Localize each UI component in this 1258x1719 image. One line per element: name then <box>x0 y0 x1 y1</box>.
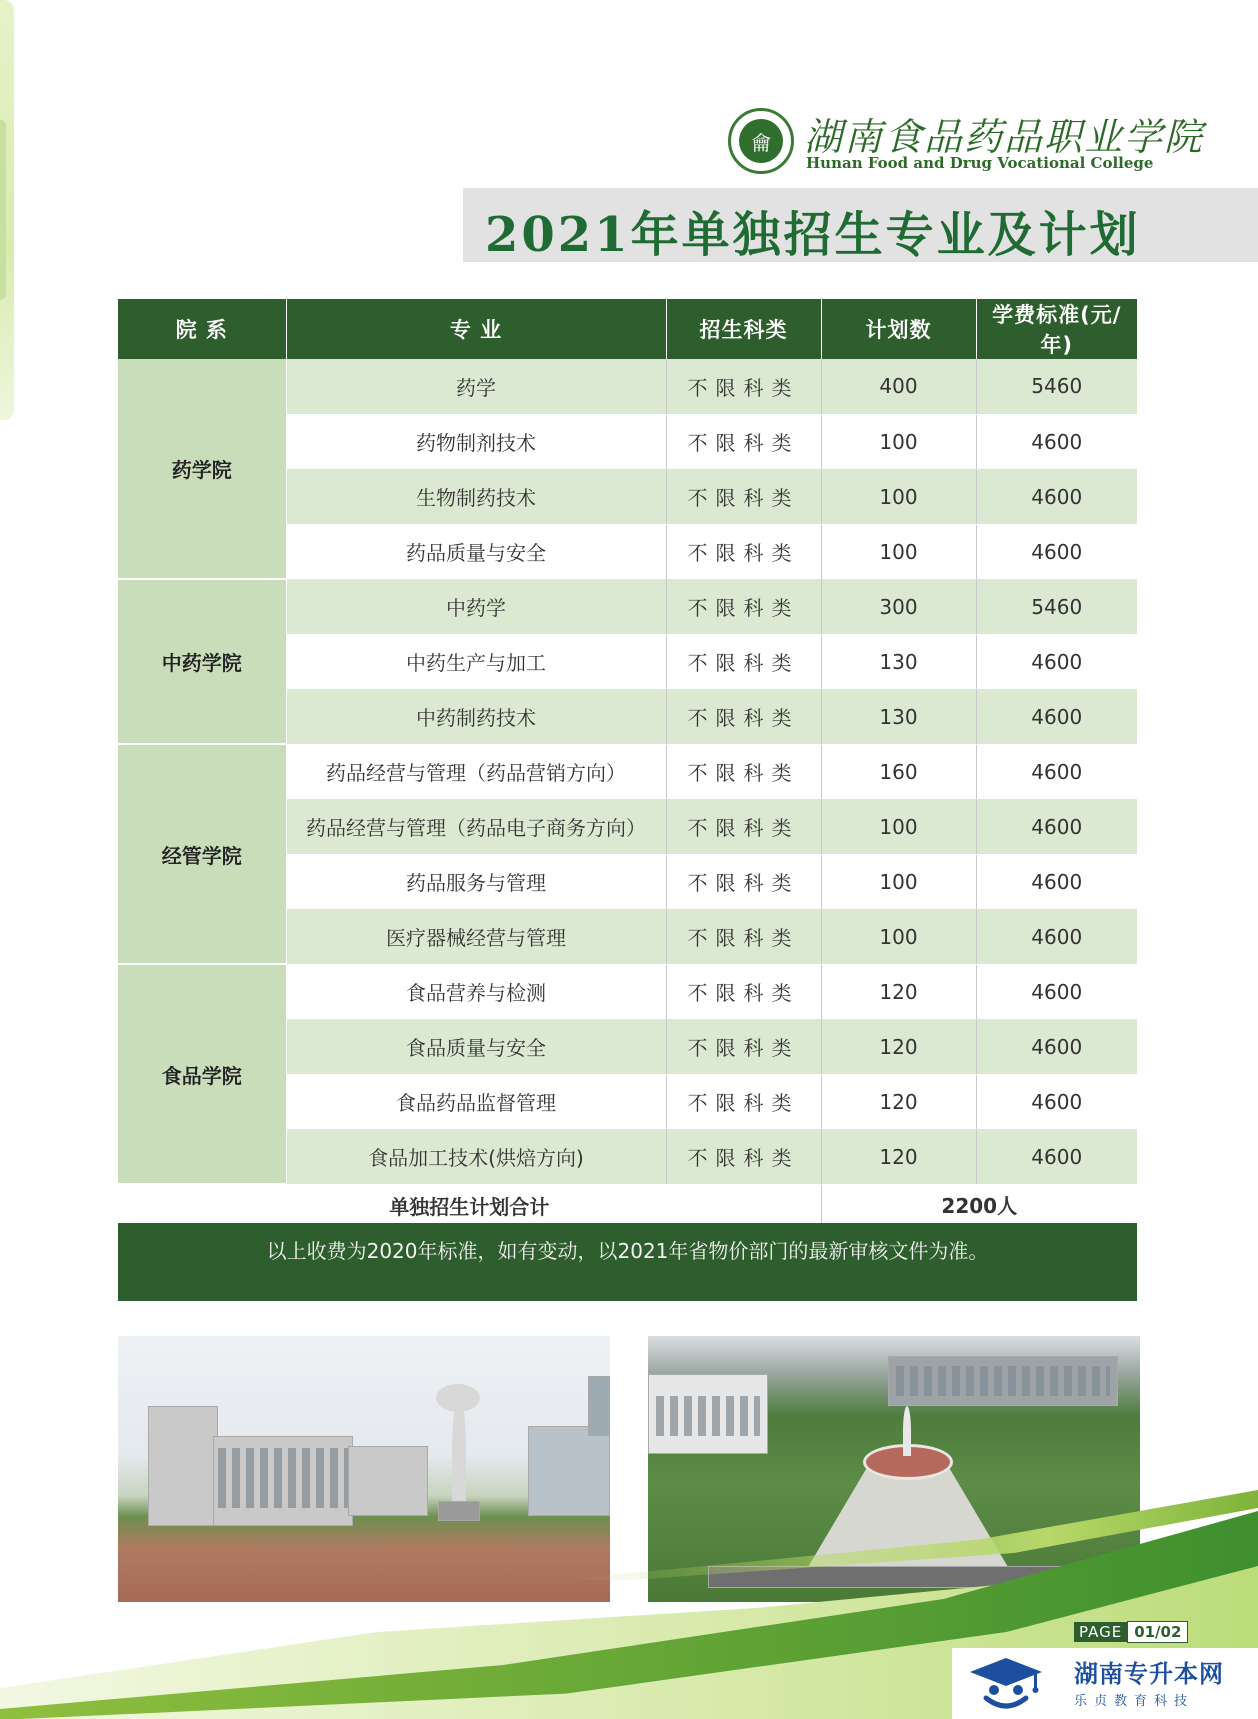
column-header: 招生科类 <box>666 299 821 359</box>
college-header <box>724 104 1205 180</box>
plan-cell: 160 <box>821 744 976 799</box>
fee-cell: 4600 <box>976 689 1137 744</box>
plan-cell: 100 <box>821 799 976 854</box>
category-cell: 不限科类 <box>666 524 821 579</box>
major-cell: 中药学 <box>286 579 666 634</box>
page-indicator <box>1074 1620 1188 1644</box>
category-cell: 不限科类 <box>666 689 821 744</box>
category-cell: 不限科类 <box>666 469 821 524</box>
plan-cell: 130 <box>821 634 976 689</box>
category-cell: 不限科类 <box>666 909 821 964</box>
brand-subtitle: 乐贞教育科技 <box>1074 1694 1195 1709</box>
total-row <box>118 1184 1137 1225</box>
category-cell: 不限科类 <box>666 964 821 1019</box>
fee-cell: 4600 <box>976 854 1137 909</box>
left-decoration-strip <box>0 0 14 420</box>
enrollment-plan-table <box>118 299 1137 1225</box>
fee-cell: 4600 <box>976 744 1137 799</box>
department-cell: 药学院 <box>118 359 286 579</box>
category-cell: 不限科类 <box>666 359 821 414</box>
graduation-cap-logo-icon <box>964 1652 1048 1714</box>
department-cell: 食品学院 <box>118 964 286 1184</box>
plan-cell: 120 <box>821 1074 976 1129</box>
category-cell: 不限科类 <box>666 799 821 854</box>
category-cell: 不限科类 <box>666 414 821 469</box>
total-label: 单独招生计划合计 <box>118 1184 821 1225</box>
plan-cell: 120 <box>821 964 976 1019</box>
fee-cell: 4600 <box>976 414 1137 469</box>
column-header: 计划数 <box>821 299 976 359</box>
table-row <box>118 579 1137 634</box>
major-cell: 中药生产与加工 <box>286 634 666 689</box>
brand-name: 湖南专升本网 <box>1074 1660 1224 1688</box>
major-cell: 生物制药技术 <box>286 469 666 524</box>
table-header-row <box>118 299 1137 359</box>
table-row <box>118 964 1137 1019</box>
fee-cell: 4600 <box>976 1074 1137 1129</box>
column-header: 专 业 <box>286 299 666 359</box>
plan-cell: 100 <box>821 524 976 579</box>
fee-cell: 5460 <box>976 359 1137 414</box>
major-cell: 食品药品监督管理 <box>286 1074 666 1129</box>
fee-note: 以上收费为2020年标准，如有变动，以2021年省物价部门的最新审核文件为准。 <box>118 1223 1137 1301</box>
category-cell: 不限科类 <box>666 1019 821 1074</box>
major-cell: 药物制剂技术 <box>286 414 666 469</box>
page-number: 01/02 <box>1127 1621 1188 1643</box>
fee-cell: 5460 <box>976 579 1137 634</box>
major-cell: 药品质量与安全 <box>286 524 666 579</box>
plan-cell: 120 <box>821 1129 976 1184</box>
fee-cell: 4600 <box>976 524 1137 579</box>
fee-cell: 4600 <box>976 1019 1137 1074</box>
category-cell: 不限科类 <box>666 744 821 799</box>
department-cell: 经管学院 <box>118 744 286 964</box>
plan-cell: 400 <box>821 359 976 414</box>
table-row <box>118 744 1137 799</box>
category-cell: 不限科类 <box>666 634 821 689</box>
plan-cell: 130 <box>821 689 976 744</box>
column-header: 学费标准(元/年) <box>976 299 1137 359</box>
category-cell: 不限科类 <box>666 1074 821 1129</box>
major-cell: 中药制药技术 <box>286 689 666 744</box>
fee-cell: 4600 <box>976 799 1137 854</box>
campus-photo-left <box>118 1336 610 1602</box>
fee-cell: 4600 <box>976 909 1137 964</box>
plan-cell: 100 <box>821 854 976 909</box>
college-name-en: Hunan Food and Drug Vocational College <box>806 154 1154 172</box>
category-cell: 不限科类 <box>666 579 821 634</box>
college-seal-icon: 龠 <box>728 108 794 174</box>
major-cell: 药学 <box>286 359 666 414</box>
column-header: 院 系 <box>118 299 286 359</box>
plan-cell: 300 <box>821 579 976 634</box>
major-cell: 食品质量与安全 <box>286 1019 666 1074</box>
total-value: 2200人 <box>821 1184 1137 1225</box>
fee-cell: 4600 <box>976 964 1137 1019</box>
category-cell: 不限科类 <box>666 854 821 909</box>
category-cell: 不限科类 <box>666 1129 821 1184</box>
title-bar <box>463 188 1258 262</box>
fee-cell: 4600 <box>976 1129 1137 1184</box>
department-cell: 中药学院 <box>118 579 286 744</box>
fee-cell: 4600 <box>976 469 1137 524</box>
major-cell: 药品经营与管理（药品电子商务方向） <box>286 799 666 854</box>
plan-cell: 120 <box>821 1019 976 1074</box>
plan-cell: 100 <box>821 414 976 469</box>
college-name-cn: 湖南食品药品职业学院 <box>804 115 1205 159</box>
major-cell: 食品加工技术(烘焙方向) <box>286 1129 666 1184</box>
plan-cell: 100 <box>821 469 976 524</box>
page-title: 2021年单独招生专业及计划 <box>485 207 1141 263</box>
major-cell: 食品营养与检测 <box>286 964 666 1019</box>
brand-watermark <box>952 1648 1258 1719</box>
major-cell: 药品服务与管理 <box>286 854 666 909</box>
major-cell: 药品经营与管理（药品营销方向） <box>286 744 666 799</box>
plan-cell: 100 <box>821 909 976 964</box>
major-cell: 医疗器械经营与管理 <box>286 909 666 964</box>
page-label: PAGE <box>1074 1622 1127 1642</box>
table-row <box>118 359 1137 414</box>
fee-cell: 4600 <box>976 634 1137 689</box>
campus-photo-right <box>648 1336 1140 1602</box>
